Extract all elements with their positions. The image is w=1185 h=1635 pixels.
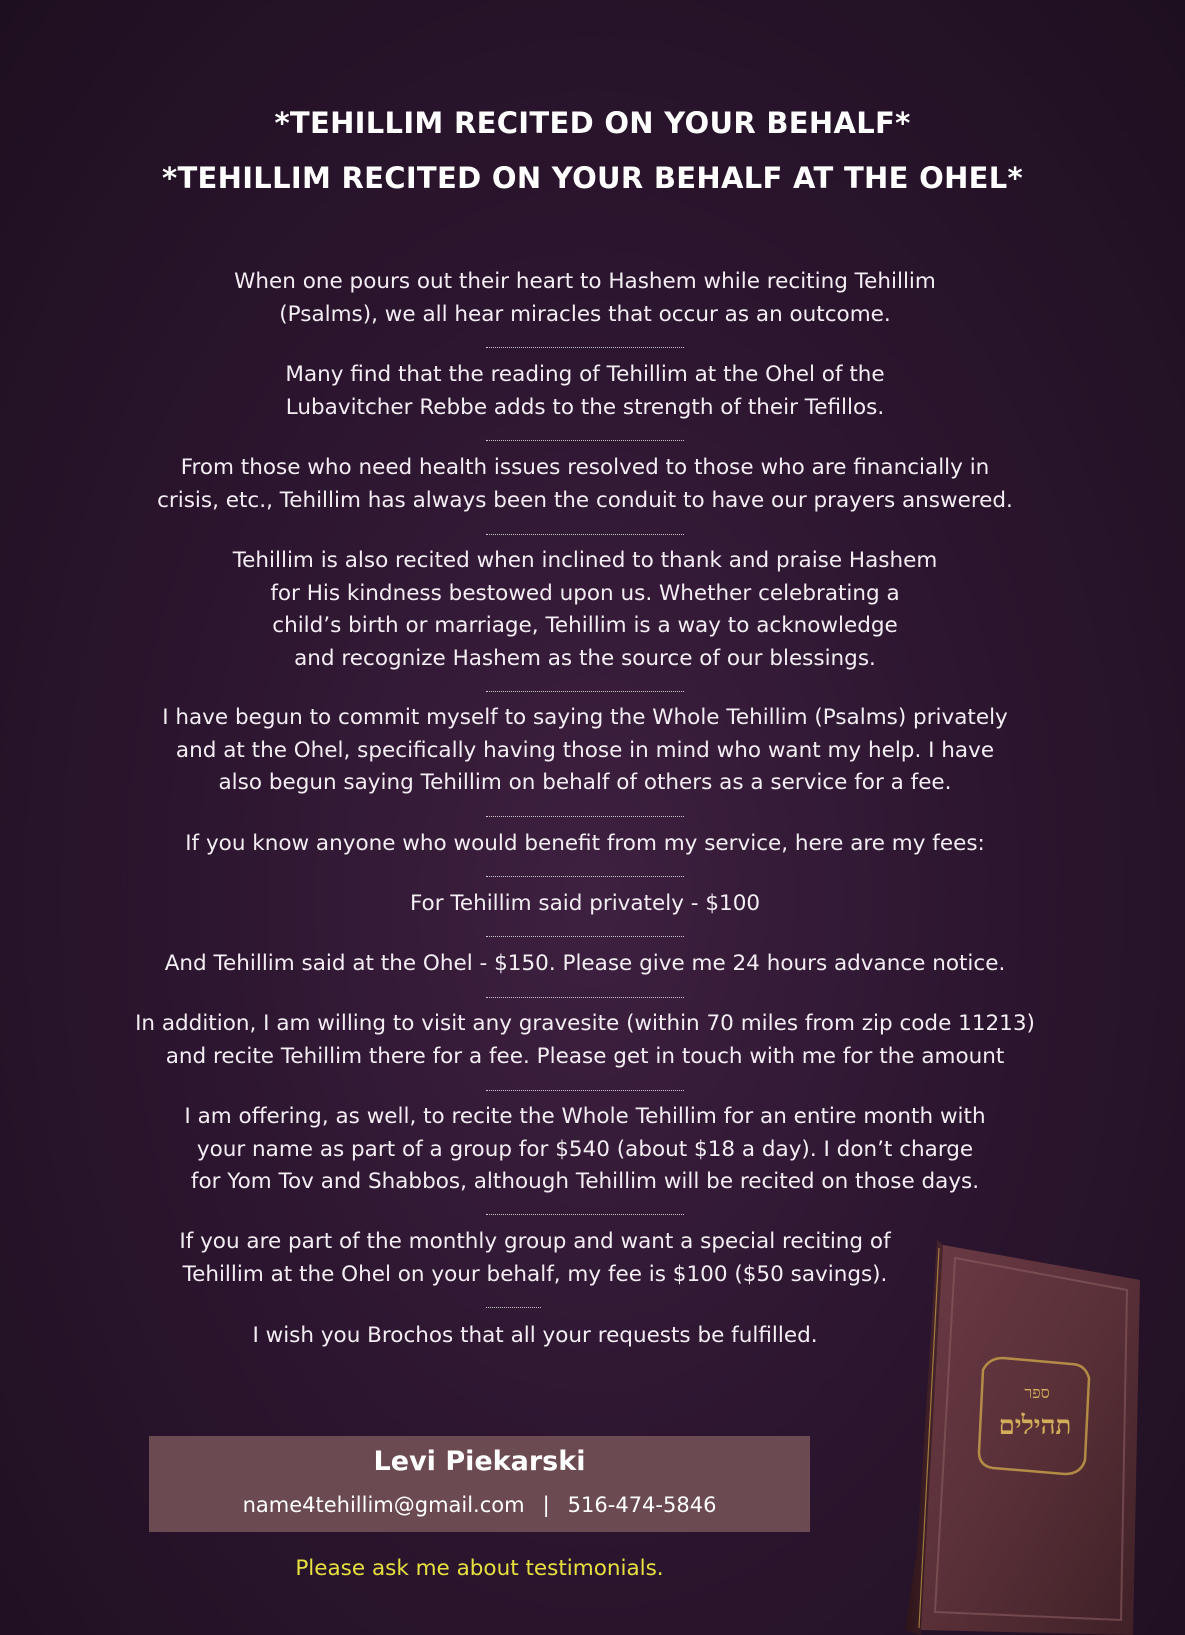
contact-details — [149, 1493, 810, 1517]
paragraph-line: I have begun to commit myself to saying the Whole Tehillim (Psalms) privately — [162, 705, 1008, 730]
testimonials-note: Please ask me about testimonials. — [295, 1556, 664, 1581]
paragraph-line: (Psalms), we all hear miracles that occur as an outcome. — [279, 301, 891, 327]
contact-box — [149, 1436, 810, 1532]
dotted-divider — [486, 691, 684, 692]
paragraph-line: child’s birth or marriage, Tehillim is a way to acknowledge — [272, 613, 898, 638]
paragraph-line: your name as part of a group for $540 (about $18 a day). I don’t charge — [196, 1136, 974, 1162]
heading-line-1: *TEHILLIM RECITED ON YOUR BEHALF* — [274, 106, 911, 140]
paragraph-line: If you know anyone who would benefit from my service, here are my fees: — [185, 831, 985, 856]
paragraph-1 — [40, 266, 1130, 331]
paragraph-line: and recite Tehillim there for a fee. Please get in touch with me for the amount — [165, 1043, 1005, 1069]
paragraph-line: for Yom Tov and Shabbos, although Tehillim will be recited on those days. — [190, 1169, 980, 1194]
paragraph-line: I wish you Brochos that all your requests be fulfilled. — [252, 1323, 818, 1348]
paragraph-4 — [40, 545, 1130, 675]
paragraph-line: From those who need health issues resolved to those who are financially in — [180, 455, 990, 480]
paragraph-line: If you are part of the monthly group and want a special reciting of — [179, 1229, 891, 1254]
paragraph-line: Tehillim is also recited when inclined to thank and praise Hashem — [232, 548, 938, 573]
dotted-divider — [486, 936, 684, 937]
tehillim-book-image — [895, 1240, 1145, 1635]
contact-email[interactable]: name4tehillim@gmail.com — [242, 1493, 525, 1517]
book-cover-label-main: תהילים — [998, 1411, 1072, 1441]
book-cover-label-top: ספר — [1024, 1383, 1050, 1402]
dotted-divider — [486, 534, 684, 535]
paragraph-line: for His kindness bestowed upon us. Whether celebrating a — [270, 580, 900, 606]
contact-separator: | — [542, 1493, 550, 1517]
paragraph-line: and recognize Hashem as the source of our blessings. — [294, 645, 876, 671]
paragraph-line: When one pours out their heart to Hashem while reciting Tehillim — [234, 269, 936, 294]
heading-line-2: *TEHILLIM RECITED ON YOUR BEHALF AT THE OHEL* — [161, 161, 1024, 195]
paragraph-9 — [40, 1008, 1130, 1073]
contact-name: Levi Piekarski — [373, 1446, 586, 1477]
paragraph-line: Tehillim at the Ohel on your behalf, my fee is $100 ($50 savings). — [182, 1261, 888, 1287]
paragraph-line: Lubavitcher Rebbe adds to the strength of their Tefillos. — [285, 394, 885, 420]
paragraph-5 — [40, 702, 1130, 800]
dotted-divider — [486, 816, 684, 817]
paragraph-8 — [40, 948, 1130, 981]
dotted-divider — [486, 1090, 684, 1091]
paragraph-line: also begun saying Tehillim on behalf of others as a service for a fee. — [218, 770, 952, 795]
paragraph-line: Many find that the reading of Tehillim at the Ohel of the — [285, 362, 885, 387]
dotted-divider — [486, 347, 684, 348]
paragraph-6 — [40, 828, 1130, 861]
paragraph-line: I am offering, as well, to recite the Whole Tehillim for an entire month with — [184, 1104, 986, 1129]
paragraph-2 — [40, 359, 1130, 424]
paragraph-10 — [40, 1101, 1130, 1199]
paragraph-line: and at the Ohel, specifically having those in mind who want my help. I have — [175, 737, 995, 763]
paragraph-7 — [40, 888, 1130, 921]
paragraph-line: For Tehillim said privately - $100 — [409, 891, 761, 916]
paragraph-11 — [40, 1226, 1030, 1291]
paragraph-3 — [40, 452, 1130, 517]
dotted-divider — [486, 997, 684, 998]
paragraph-line: And Tehillim said at the Ohel - $150. Please give me 24 hours advance notice. — [164, 951, 1006, 976]
dotted-divider — [486, 876, 684, 877]
paragraph-12 — [40, 1320, 1030, 1353]
dotted-divider — [486, 1307, 541, 1308]
contact-phone[interactable]: 516-474-5846 — [567, 1493, 717, 1517]
dotted-divider — [486, 440, 684, 441]
paragraph-line: In addition, I am willing to visit any gravesite (within 70 miles from zip code 11213) — [135, 1011, 1035, 1036]
dotted-divider — [486, 1214, 684, 1215]
paragraph-line: crisis, etc., Tehillim has always been the conduit to have our prayers answered. — [157, 487, 1013, 513]
